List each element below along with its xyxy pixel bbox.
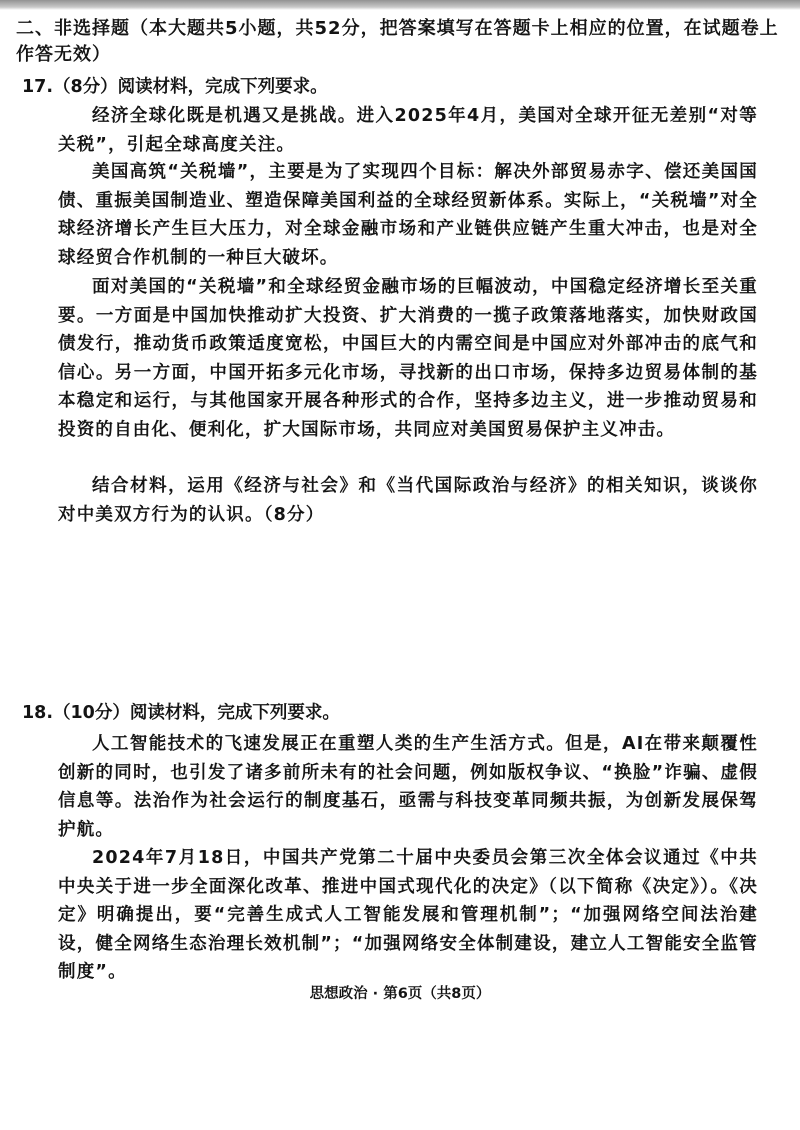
scan-top-edge [0,0,800,10]
q18-paragraph-2: 2024年7月18日，中国共产党第二十届中央委员会第三次全体会议通过《中共中央关于进一步全面深化改革、推进中国式现代化的决定》（以下简称《决定》）。《决定》明确提出，要“完善生成式人工智能发展和管理机制”；“加强网络空间法治建设，健全网络生态治理长效机制”；“加强网络安全体制建设，建立人工智能安全监管制度”。 [58,848,758,982]
q17-paragraph-1: 经济全球化既是机遇又是挑战。进入2025年4月，美国对全球开征无差别“对等关税”，引起全球高度关注。 [58,106,758,155]
page-footer: 思想政治 · 第6页（共8页） [309,986,491,1002]
q17-paragraph-2: 美国高筑“关税墙”，主要是为了实现四个目标：解决外部贸易赤字、偿还美国国债、重振美国制造业、塑造保障美国利益的全球经贸新体系。实际上，“关税墙”对全球经济增长产生巨大压力，对全球金融市场和产业链供应链产生重大冲击，也是对全球经贸合作机制的一种巨大破坏。 [58,162,758,268]
section-title: 二、非选择题（本大题共5小题，共52分，把答案填写在答题卡上相应的位置，在试题卷上作答无效） [16,18,779,65]
q17-paragraph-3: 面对美国的“关税墙”和全球经贸金融市场的巨幅波动，中国稳定经济增长至关重要。一方面是中国加快推动扩大投资、扩大消费的一揽子政策落地落实，加快财政国债发行，推动货币政策适度宽松，中国巨大的内需空间是中国应对外部冲击的底气和信心。另一方面，中国开拓多元化市场，寻找新的出口市场，保持多边贸易体制的基本稳定和运行，与其他国家开展各种形式的合作，坚持多边主义，进一步推动贸易和投资的自由化、便利化，扩大国际市场，共同应对美国贸易保护主义冲击。 [58,277,758,440]
question-18-heading: 18.（10分）阅读材料，完成下列要求。 [22,703,340,723]
q17-prompt: 结合材料，运用《经济与社会》和《当代国际政治与经济》的相关知识，谈谈你对中美双方行为的认识。（8分） [58,476,758,525]
q18-paragraph-1: 人工智能技术的飞速发展正在重塑人类的生产生活方式。但是，AI在带来颠覆性创新的同时，也引发了诸多前所未有的社会问题，例如版权争议、“换脸”诈骗、虚假信息等。法治作为社会运行的制度基石，亟需与科技变革同频共振，为创新发展保驾护航。 [58,734,758,840]
question-17-heading: 17.（8分）阅读材料，完成下列要求。 [22,77,328,97]
